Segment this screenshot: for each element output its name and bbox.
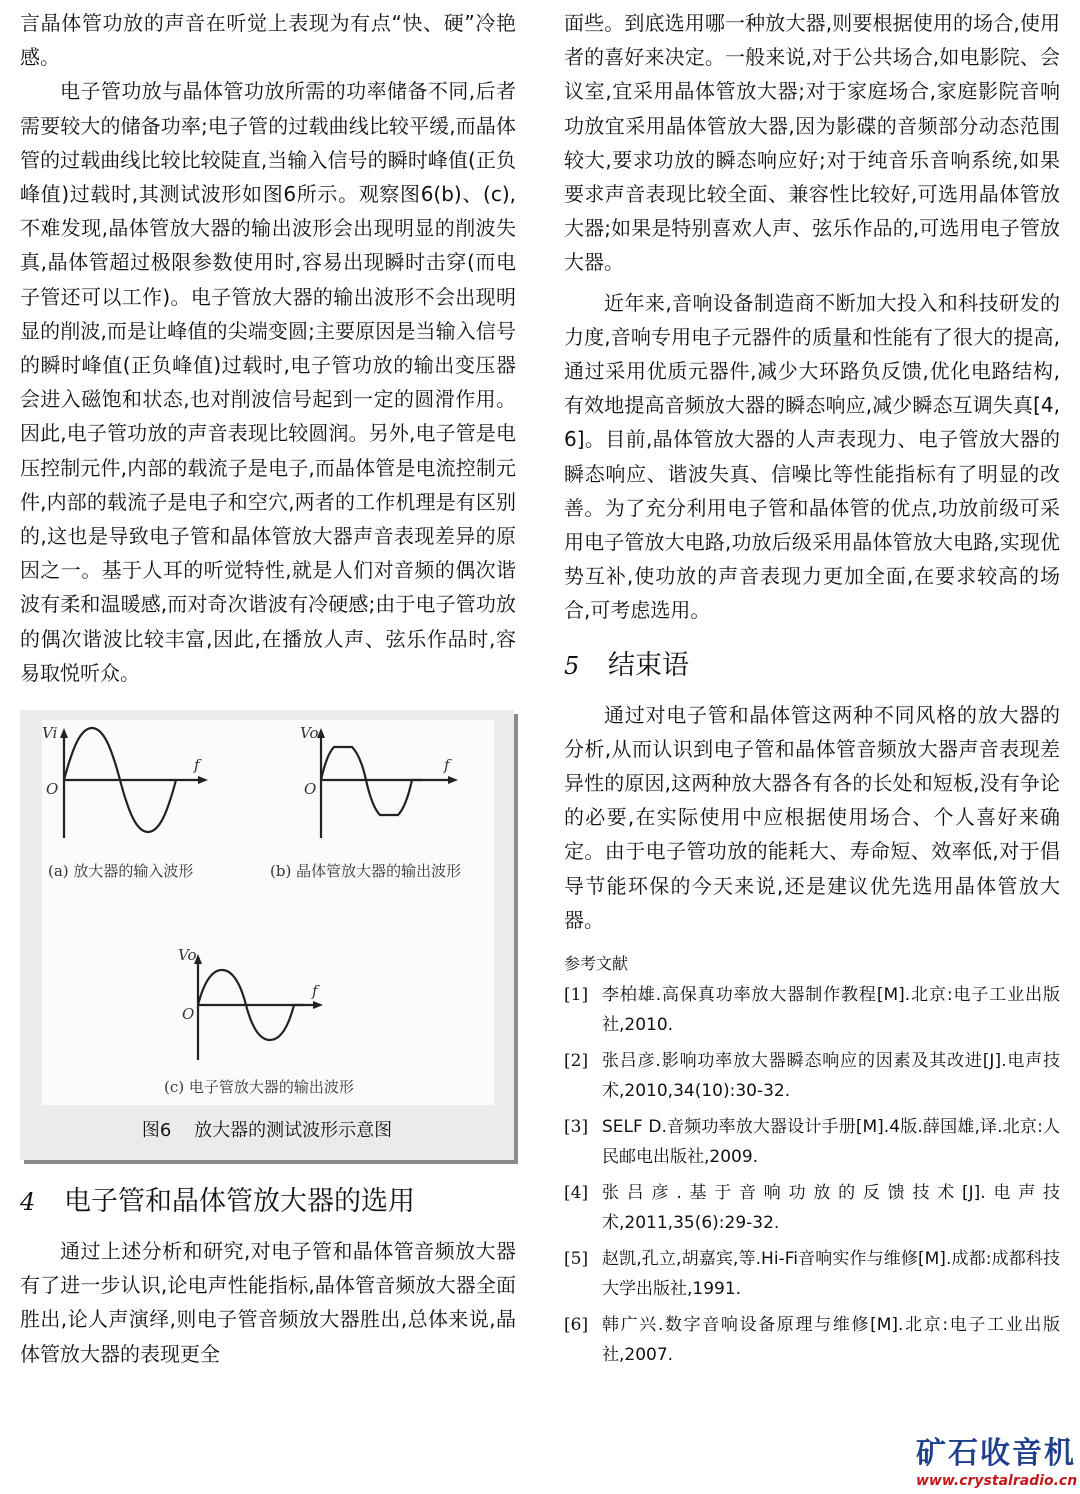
- watermark-name: 矿石收音机: [916, 1436, 1076, 1471]
- panel-c-x-arrow: [313, 1001, 323, 1009]
- section-5-paragraph: 通过对电子管和晶体管这两种不同风格的放大器的分析,从而认识到电子管和晶体管音频放大器声音表现差异性的原因,这两种放大器各有各的长处和短板,没有争论的必要,在实际使用中应根据使用场合、个人喜好来确定。由于电子管功放的能耗大、寿命短、效率低,对于倡导节能环保的今天来说,还是建议优先选用晶体管放大器。: [564, 702, 1060, 932]
- figure-caption: [20, 1116, 514, 1142]
- figure-panels: [42, 720, 494, 1105]
- paragraph-left-2: 电子管功放与晶体管功放所需的功率储备不同,后者需要较大的储备功率;电子管的过载曲线比较平缓,而晶体管的过载曲线比较比较陡直,当输入信号的瞬时峰值(正负峰值)过载时,其测试波形如图6所示。观察图6(b)、(c),不难发现,晶体管放大器的输出波形会出现明显的削波失真,晶体管超过极限参数使用时,容易出现瞬时击穿(而电子管还可以工作)。电子管放大器的输出波形不会出现明显的削波,而是让峰值的尖端变圆;主要原因是当输入信号的瞬时峰值(正负峰值)过载时,电子管功放的输出变压器会进入磁饱和状态,也对削波信号起到一定的圆滑作用。因此,电子管功放的声音表现比较圆润。另外,电子管是电压控制元件,内部的载流子是电子,而晶体管是电流控制元件,内部的载流子是电子和空穴,两者的工作机理是有区别的,这也是导致电子管和晶体管放大器声音表现差异的原因之一。基于人耳的听觉特性,就是人们对音频的偶次谐波有柔和温暖感,而对奇次谐波有冷硬感;由于电子管功放的偶次谐波比较丰富,因此,在播放人声、弦乐作品时,容易取悦听众。: [20, 79, 516, 685]
- figure-6: [20, 710, 514, 1160]
- right-column: [564, 6, 1060, 1376]
- panel-a-ylabel: Vi: [42, 724, 58, 743]
- section-4-title: 电子管和晶体管放大器的选用: [64, 1186, 415, 1218]
- reference-text: 赵凯,孔立,胡嘉宾,等.Hi-Fi音响实作与维修[M].成都:成都科技大学出版社,1991.: [602, 1249, 1060, 1300]
- reference-text: 张吕彦.影响功率放大器瞬态响应的因素及其改进[J].电声技术,2010,34(10):30-32.: [602, 1051, 1060, 1102]
- reference-number: [6]: [564, 1315, 589, 1336]
- references-list: [564, 980, 1060, 1370]
- paragraph-right-1: 面些。到底选用哪一种放大器,则要根据使用的场合,使用者的喜好来决定。一般来说,对于公共场合,如电影院、会议室,宜采用晶体管放大器;对于家庭场合,家庭影院音响功放宜采用晶体管放大器,因为影碟的音频部分动态范围较大,要求功放的瞬态响应好;对于纯音乐音响系统,如果要求声音表现比较全面、兼容性比较好,可选用晶体管放大器;如果是特别喜欢人声、弦乐作品的,可选用电子管放大器。: [564, 11, 1060, 275]
- reference-item: [564, 1112, 1060, 1172]
- reference-item: [564, 980, 1060, 1040]
- reference-number: [3]: [564, 1117, 589, 1138]
- reference-number: [4]: [564, 1183, 589, 1204]
- reference-text: 张吕彦.基于音响功放的反馈技术[J].电声技术,2011,35(6):29-32.: [602, 1183, 1060, 1234]
- figure-caption-text: 放大器的测试波形示意图: [194, 1120, 393, 1142]
- reference-item: [564, 1244, 1060, 1304]
- section-5-number: 5: [564, 651, 580, 680]
- paragraph-left-1: 言晶体管功放的声音在听觉上表现为有点“快、硬”冷艳感。: [20, 11, 516, 70]
- panel-c-xlabel: f: [312, 982, 318, 1001]
- reference-item: [564, 1310, 1060, 1370]
- references-title: 参考文献: [564, 954, 629, 974]
- panel-c-origin: O: [182, 1005, 195, 1024]
- figure-caption-label: 图6: [141, 1120, 172, 1142]
- reference-number: [5]: [564, 1249, 589, 1270]
- reference-number: [1]: [564, 985, 589, 1006]
- reference-text: SELF D.音频功率放大器设计手册[M].4版.薛国雄,译.北京:人民邮电出版社,2009.: [602, 1117, 1060, 1168]
- reference-number: [2]: [564, 1051, 589, 1072]
- reference-item: [564, 1046, 1060, 1106]
- panel-a-y-arrow: [60, 728, 68, 738]
- panel-b-origin: O: [304, 780, 317, 799]
- left-column: [20, 6, 516, 1371]
- panel-a-origin: O: [46, 780, 59, 799]
- section-5-title: 结束语: [608, 649, 689, 681]
- panel-a-x-arrow: [198, 776, 208, 784]
- reference-item: [564, 1178, 1060, 1238]
- section-4-heading: [20, 1182, 516, 1222]
- paragraph-right-2: 近年来,音响设备制造商不断加大投入和科技研发的力度,音响专用电子元器件的质量和性能有了很大的提高,通过采用优质元器件,减少大环路负反馈,优化电路结构,有效地提高音频放大器的瞬态响应,减少瞬态互调失真[4,6]。目前,晶体管放大器的人声表现力、电子管放大器的瞬态响应、谐波失真、信噪比等性能指标有了明显的改善。为了充分利用电子管和晶体管的优点,功放前级可采用电子管放大电路,功放后级采用晶体管放大电路,实现优势互补,使功放的声音表现力更加全面,在要求较高的场合,可考虑选用。: [564, 290, 1060, 623]
- panel-b-x-arrow: [448, 776, 458, 784]
- section-4-paragraph: 通过上述分析和研究,对电子管和晶体管音频放大器有了进一步认识,论电声性能指标,晶体管音频放大器全面胜出,论人声演绎,则电子管音频放大器胜出,总体来说,晶体管放大器的表现更全: [20, 1239, 516, 1366]
- panel-b-ylabel: Vo: [300, 724, 319, 743]
- section-5-heading: [564, 646, 1060, 686]
- panel-a-caption: (a) 放大器的输入波形: [48, 862, 194, 881]
- reference-text: 李柏雄.高保真功率放大器制作教程[M].北京:电子工业出版社,2010.: [602, 985, 1060, 1036]
- section-4-number: 4: [20, 1188, 36, 1217]
- watermark-url: www.crystalradio.cn: [916, 1473, 1078, 1489]
- panel-a-xlabel: f: [194, 756, 200, 775]
- panel-c-caption: (c) 电子管放大器的输出波形: [164, 1078, 354, 1097]
- panel-c-ylabel: Vo: [178, 946, 197, 965]
- panel-b-caption: (b) 晶体管放大器的输出波形: [270, 862, 462, 881]
- watermark-logo: [916, 1436, 1076, 1490]
- panel-b-xlabel: f: [444, 756, 450, 775]
- reference-text: 韩广兴.数字音响设备原理与维修[M].北京:电子工业出版社,2007.: [602, 1315, 1060, 1366]
